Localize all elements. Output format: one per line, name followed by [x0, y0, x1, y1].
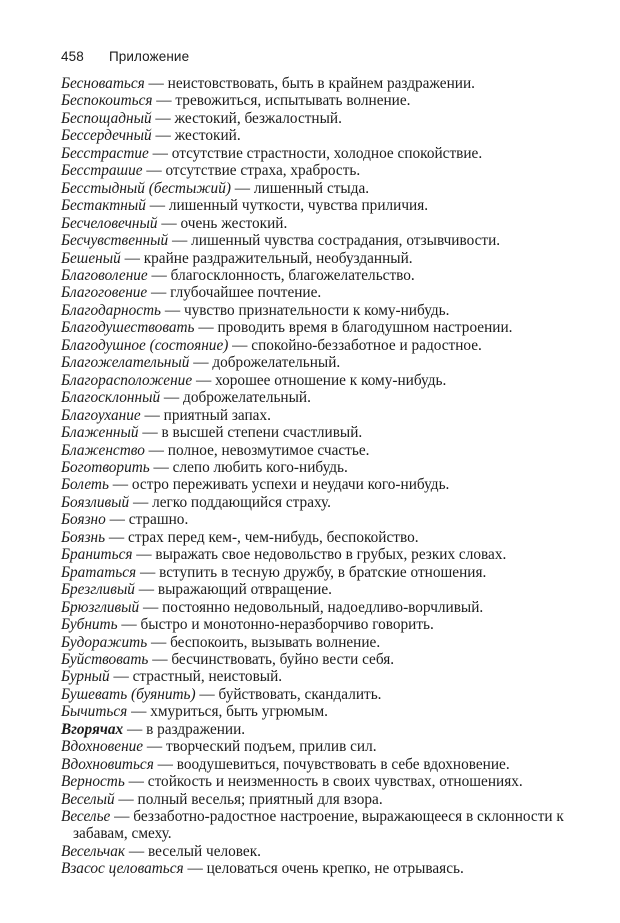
glossary-entry: [61, 110, 609, 127]
glossary-entry: [61, 599, 609, 616]
entry-term: Боязно: [61, 511, 106, 529]
entry-term: Веселье: [61, 808, 111, 826]
entry-definition: — хмуриться, быть угрюмым.: [127, 703, 328, 721]
glossary-entry: [61, 494, 609, 511]
glossary-entry: [61, 180, 609, 197]
entry-definition: — благосклонность, благожелательство.: [147, 266, 415, 284]
entry-definition: — страшно.: [105, 511, 189, 529]
entry-term: Блаженство: [61, 441, 145, 459]
glossary-entry: [61, 372, 609, 389]
entry-term: Бесчувственный: [61, 232, 169, 250]
entry-definition: — беспокоить, вызывать волнение.: [147, 633, 381, 651]
entry-term: Болеть: [61, 476, 109, 494]
entry-definition: — в высшей степени счастливый.: [138, 424, 363, 442]
glossary-entry: [61, 232, 609, 249]
entry-definition: — приятный запах.: [140, 406, 271, 424]
entry-term: Благоволение: [61, 266, 148, 284]
entry-definition: — отсутствие страха, храбрость.: [142, 162, 361, 180]
entry-definition: — крайне раздражительный, необузданный.: [120, 249, 413, 267]
glossary-entry: [61, 808, 609, 843]
glossary-entry: [61, 564, 609, 581]
entry-definition: — творческий подъем, прилив сил.: [143, 738, 377, 756]
glossary-entry: [61, 389, 609, 406]
entry-term: Бешеный: [61, 249, 121, 267]
glossary-entry: [61, 354, 609, 371]
entry-term: Благоговение: [61, 284, 148, 302]
glossary-entry: [61, 773, 609, 790]
entry-definition: — спокойно-беззаботное и радостное.: [228, 336, 482, 354]
entry-term: Бесчеловечный: [61, 214, 158, 232]
entry-definition: — очень жестокий.: [157, 214, 288, 232]
entry-term: Бурный: [61, 668, 110, 686]
glossary-entry: [61, 145, 609, 162]
glossary-entry: [61, 284, 609, 301]
entry-definition: — в раздражении.: [123, 720, 246, 738]
entry-definition: — тревожиться, испытывать волнение.: [152, 92, 411, 110]
entry-term: Вдохновиться: [61, 755, 154, 773]
glossary-entry: [61, 476, 609, 493]
entry-definition: — чувство признательности к кому-нибудь.: [161, 301, 450, 319]
glossary-entry: [61, 442, 609, 459]
entry-term: Бесстыдный (бестыжий): [61, 179, 231, 197]
entry-definition: — глубочайшее почтение.: [147, 284, 322, 302]
entry-definition: — бесчинствовать, буйно вести себя.: [148, 650, 395, 668]
glossary-entry: [61, 267, 609, 284]
entry-term: Благодушное (состояние): [61, 336, 229, 354]
glossary-entry: [61, 127, 609, 144]
entry-term: Вгорячах: [61, 720, 124, 738]
entry-definition: — жестокий.: [151, 127, 241, 145]
entry-definition: — лишенный стыда.: [230, 179, 370, 197]
entry-term: Весельчак: [61, 842, 126, 860]
entry-term: Боязливый: [61, 493, 130, 511]
glossary-entry: [61, 721, 609, 738]
glossary-entry: [61, 651, 609, 668]
glossary-entry: [61, 860, 609, 877]
glossary-entry: [61, 581, 609, 598]
entry-definition: — проводить время в благодушном настроении.: [194, 319, 513, 337]
glossary-entry: [61, 250, 609, 267]
entry-term: Боготворить: [61, 458, 150, 476]
entry-term: Благоухание: [61, 406, 141, 424]
entry-term: Будоражить: [61, 633, 148, 651]
page-header: [61, 49, 189, 64]
glossary-entry: [61, 529, 609, 546]
glossary-entry: [61, 407, 609, 424]
entry-term: Брюзгливый: [61, 598, 140, 616]
entry-term: Боязнь: [61, 528, 106, 546]
entry-term: Бубнить: [61, 616, 118, 634]
entry-definition: — лишенный чувства сострадания, отзывчивости.: [168, 232, 501, 250]
entry-term: Веселый: [61, 790, 115, 808]
glossary-entry: [61, 546, 609, 563]
glossary-entry: [61, 424, 609, 441]
entry-term: Бесстрашие: [61, 162, 143, 180]
glossary-entry: [61, 703, 609, 720]
entry-term: Бесстрастие: [61, 144, 149, 162]
entry-definition: — отсутствие страстности, холодное спокойствие.: [148, 144, 483, 162]
glossary-entry: [61, 337, 609, 354]
glossary-entry: [61, 511, 609, 528]
entry-term: Бессердечный: [61, 127, 152, 145]
glossary-entry: [61, 756, 609, 773]
entry-definition: — неистовствовать, быть в крайнем раздражении.: [144, 75, 475, 92]
entry-term: Беспощадный: [61, 109, 152, 127]
entry-term: Благодарность: [61, 301, 162, 319]
entry-term: Бушевать (буянить): [61, 685, 196, 703]
glossary-entry: [61, 668, 609, 685]
glossary-entry: [61, 459, 609, 476]
entry-term: Верность: [61, 773, 125, 791]
glossary-entry: [61, 319, 609, 336]
entry-definition: — полное, невозмутимое счастье.: [144, 441, 370, 459]
entry-term: Бесноваться: [61, 75, 145, 92]
entry-term: Браниться: [61, 546, 133, 564]
entry-definition: — легко поддающийся страху.: [129, 493, 331, 511]
entry-definition: — веселый человек.: [125, 842, 261, 860]
glossary-entries: [61, 75, 609, 878]
entry-definition: — доброжелательный.: [160, 389, 311, 407]
entry-term: Беспокоиться: [61, 92, 153, 110]
entry-term: Блаженный: [61, 424, 139, 442]
entry-definition: — буйствовать, скандалить.: [195, 685, 382, 703]
entry-term: Бычиться: [61, 703, 128, 721]
glossary-entry: [61, 738, 609, 755]
entry-term: Брезгливый: [61, 581, 135, 599]
entry-term: Бестактный: [61, 197, 146, 215]
entry-term: Благожелательный: [61, 354, 190, 372]
entry-definition: — страх перед кем-, чем-нибудь, беспокойство.: [105, 528, 419, 546]
glossary-entry: [61, 162, 609, 179]
entry-definition: — выражающий отвращение.: [134, 581, 332, 599]
section-title: Приложение: [109, 49, 190, 64]
entry-definition: — доброжелательный.: [189, 354, 341, 372]
page-number: 458: [61, 49, 84, 64]
entry-definition: — вступить в тесную дружбу, в братские отношения.: [136, 563, 487, 581]
glossary-entry: [61, 686, 609, 703]
entry-term: Благосклонный: [61, 389, 161, 407]
entry-definition: — слепо любить кого-нибудь.: [149, 458, 348, 476]
entry-definition: — страстный, неистовый.: [109, 668, 283, 686]
entry-definition: — выражать свое недовольство в грубых, резких словах.: [132, 546, 507, 564]
glossary-entry: [61, 75, 609, 92]
entry-definition: — воодушевиться, почувствовать в себе вдохновение.: [153, 755, 510, 773]
entry-definition: — быстро и монотонно-неразборчиво говорить.: [117, 616, 434, 634]
entry-definition: — постоянно недовольный, надоедливо-ворчливый.: [139, 598, 484, 616]
glossary-entry: [61, 215, 609, 232]
entry-definition: — остро переживать успехи и неудачи кого-нибудь.: [108, 476, 450, 494]
glossary-entry: [61, 843, 609, 860]
entry-definition: — лишенный чуткости, чувства приличия.: [145, 197, 429, 215]
entry-term: Брататься: [61, 563, 137, 581]
glossary-entry: [61, 92, 609, 109]
glossary-entry: [61, 302, 609, 319]
glossary-entry: [61, 791, 609, 808]
entry-definition: — стойкость и неизменность в своих чувствах, отношениях.: [124, 773, 523, 791]
entry-definition: — жестокий, безжалостный.: [151, 109, 342, 127]
entry-term: Взасос целоваться: [61, 860, 184, 878]
entry-definition: — хорошее отношение к кому-нибудь.: [192, 371, 447, 389]
glossary-entry: [61, 634, 609, 651]
entry-definition: — беззаботно-радостное настроение, выражающееся в склонности к забавам, смеху.: [73, 808, 564, 843]
entry-definition: — целоваться очень крепко, не отрываясь.: [183, 860, 464, 878]
entry-term: Благорасположение: [61, 371, 193, 389]
entry-term: Благодушествовать: [61, 319, 195, 337]
entry-term: Буйствовать: [61, 650, 149, 668]
glossary-entry: [61, 616, 609, 633]
glossary-entry: [61, 197, 609, 214]
entry-definition: — полный веселья; приятный для взора.: [114, 790, 383, 808]
entry-term: Вдохновение: [61, 738, 144, 756]
